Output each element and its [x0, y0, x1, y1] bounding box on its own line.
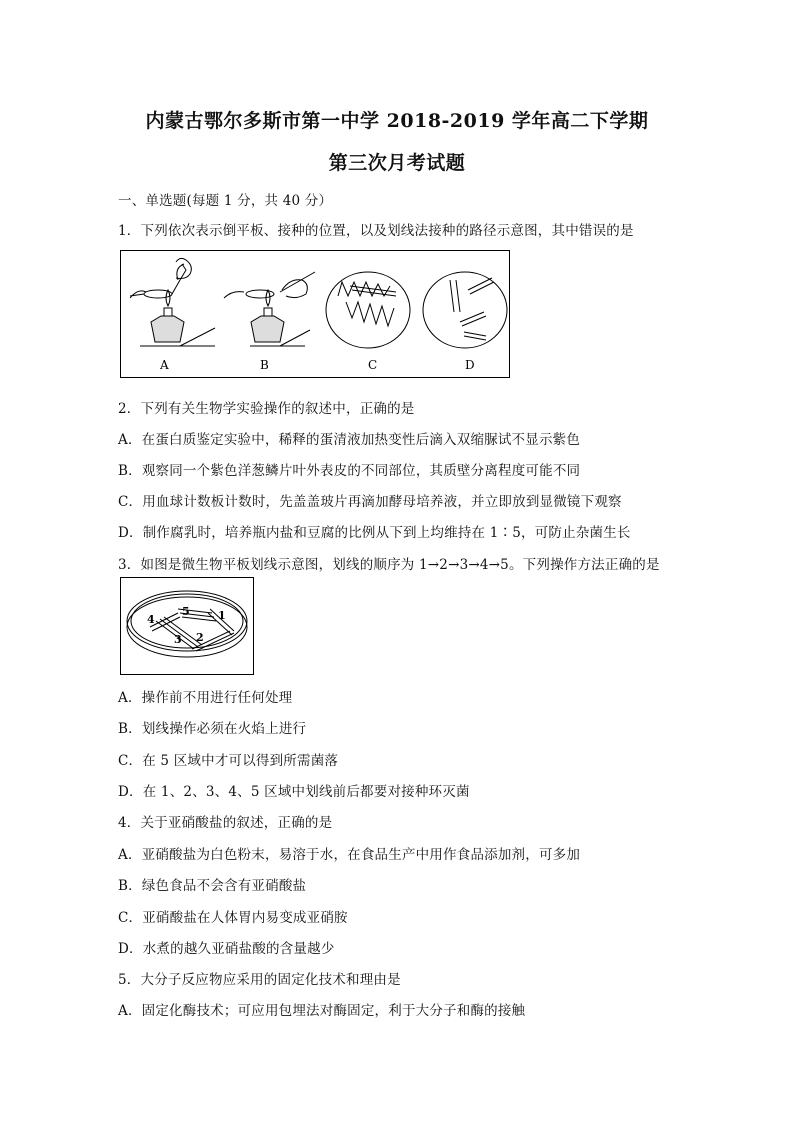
question-3-option-c: C．在 5 区域中才可以得到所需菌落	[118, 753, 339, 769]
figure-label-a: A	[160, 358, 169, 372]
figure-panel-c	[326, 272, 410, 348]
question-2-option-d: D．制作腐乳时，培养瓶内盐和豆腐的比例从下到上均维持在 1∶5，可防止杂菌生长	[118, 525, 631, 541]
question-5-option-a: A．固定化酶技术；可应用包埋法对酶固定，利于大分子和酶的接触	[118, 1003, 526, 1019]
figure-label-b: B	[260, 358, 269, 372]
question-3-figure	[120, 577, 254, 679]
question-4-option-c: C．亚硝酸盐在人体胃内易变成亚硝胺	[118, 910, 348, 926]
figure-label-d: D	[465, 358, 475, 372]
region-label-5: 5	[182, 605, 190, 618]
question-4-option-a: A．亚硝酸盐为白色粉末，易溶于水，在食品生产中用作食品添加剂，可多加	[118, 847, 581, 863]
question-2-stem: 2．下列有关生物学实验操作的叙述中，正确的是	[118, 401, 415, 417]
region-label-3: 3	[174, 633, 182, 646]
question-2-option-b: B．观察同一个紫色洋葱鳞片叶外表皮的不同部位，其质壁分离程度可能不同	[118, 463, 581, 479]
question-3-option-d: D．在 1、2、3、4、5 区域中划线前后都要对接种环灭菌	[118, 784, 470, 800]
document-title: 内蒙古鄂尔多斯市第一中学 2018-2019 学年高二下学期	[145, 110, 649, 132]
question-4-stem: 4．关于亚硝酸盐的叙述，正确的是	[118, 815, 333, 831]
document-subtitle: 第三次月考试题	[328, 152, 466, 174]
section-heading: 一、单选题(每题 1 分，共 40 分）	[118, 193, 333, 209]
figure-label-c: C	[368, 358, 378, 372]
region-label-2: 2	[196, 631, 204, 644]
question-4-option-d: D．水煮的越久亚硝盐酸的含量越少	[118, 941, 335, 957]
figure-panel-b	[224, 272, 315, 346]
question-5-stem: 5．大分子反应物应采用的固定化技术和理由是	[118, 972, 401, 988]
figure-panel-a	[130, 258, 215, 346]
region-label-1: 1	[218, 609, 226, 622]
question-3-stem: 3．如图是微生物平板划线示意图，划线的顺序为 1→2→3→4→5。下列操作方法正确的是	[118, 557, 660, 573]
question-4-option-b: B．绿色食品不会含有亚硝酸盐	[118, 878, 307, 894]
question-2-option-a: A．在蛋白质鉴定实验中，稀释的蛋清液加热变性后滴入双缩脲试不显示紫色	[118, 432, 581, 448]
question-3-option-b: B．划线操作必须在火焰上进行	[118, 721, 307, 737]
question-2-option-c: C．用血球计数板计数时，先盖盖玻片再滴加酵母培养液，并立即放到显微镜下观察	[118, 494, 622, 510]
figure-panel-d	[423, 272, 507, 348]
question-3-option-a: A．操作前不用进行任何处理	[118, 690, 293, 706]
question-1-stem: 1．下列依次表示倒平板、接种的位置，以及划线法接种的路径示意图，其中错误的是	[118, 223, 634, 239]
question-1-figure	[120, 250, 510, 382]
region-label-4: 4	[147, 613, 155, 626]
